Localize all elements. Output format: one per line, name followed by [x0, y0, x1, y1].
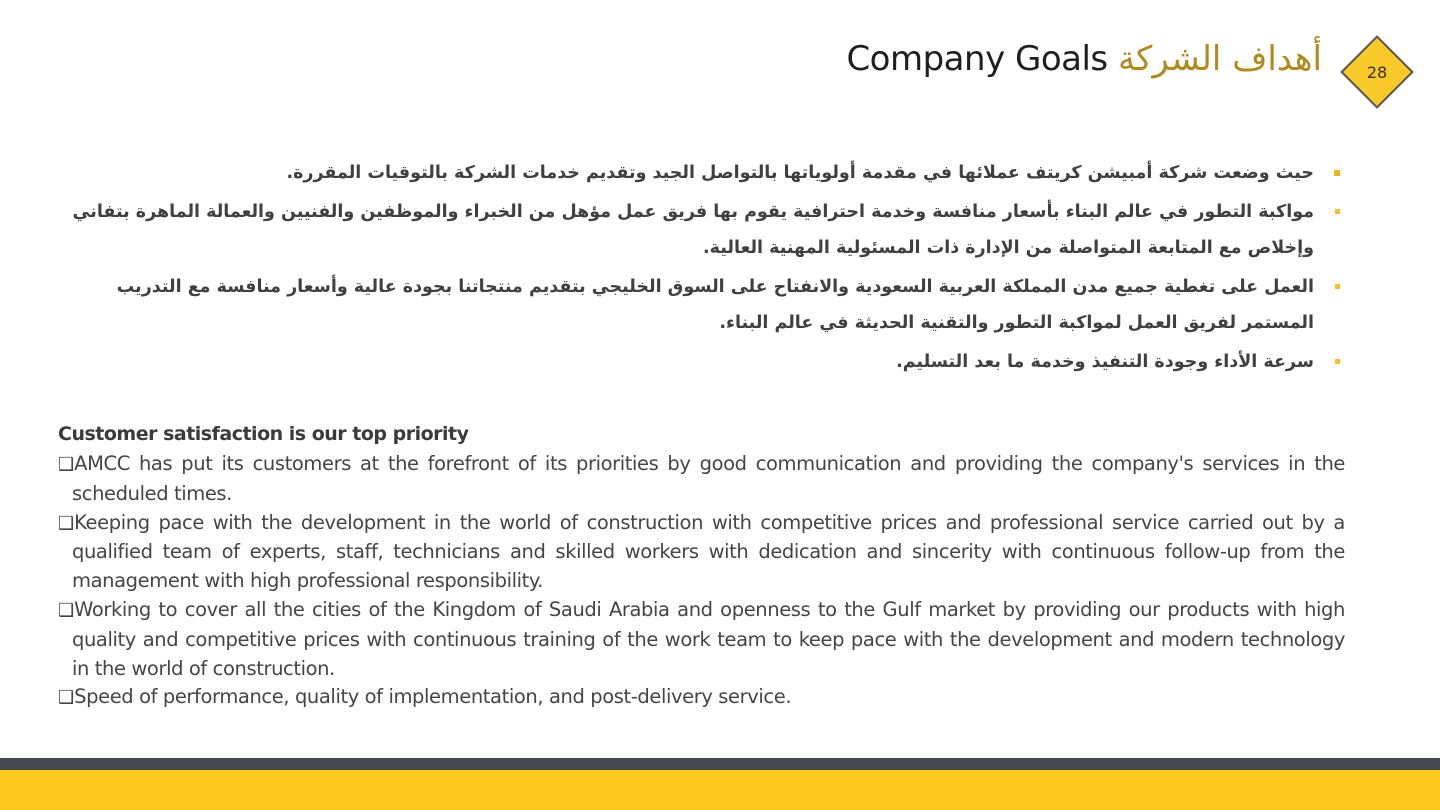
- english-section-heading: Customer satisfaction is our top priority: [58, 423, 469, 445]
- english-goal-text: Keeping pace with the development in the world of construction with competitive prices and professional service carried out by a qualified team of experts, staff, technicians and skilled workers with dedication and sincerity with continuous follow-up from the management with high professional responsibility.: [72, 510, 1345, 593]
- page-number: 28: [1366, 63, 1388, 82]
- checkbox-bullet-icon: ❑: [58, 599, 75, 621]
- footer-yellow-band: [0, 770, 1440, 810]
- footer-dark-band: [0, 758, 1440, 770]
- page-title-english: Company Goals: [846, 39, 1108, 79]
- arabic-goal-item: مواكبة التطور في عالم البناء بأسعار منافسة وخدمة احترافية يقوم بها فريق عمل مؤهل من الخبراء والموظفين والفنيين والعمالة الماهرة بتفاني وإخلاص مع المتابعة المتواصلة من الإدارة ذات المسئولية المهنية العالية.: [64, 194, 1314, 266]
- arabic-goals-list: [64, 155, 1314, 383]
- checkbox-bullet-icon: ❑: [58, 454, 75, 475]
- arabic-goal-item: العمل على تغطية جميع مدن المملكة العربية السعودية والانفتاح على السوق الخليجي بتقديم منتجاتنا بجودة عالية وأسعار منافسة مع التدريب المستمر لفريق العمل لمواكبة التطور والتقنية الحديثة في عالم البناء.: [64, 269, 1314, 341]
- english-goal-item: [58, 509, 1345, 596]
- english-goal-text: Working to cover all the cities of the Kingdom of Saudi Arabia and openness to the Gulf market by providing our products with high quality and competitive prices with continuous training of the work team to keep pace with the development and modern technology in the world of construction.: [72, 597, 1345, 680]
- checkbox-bullet-icon: ❑: [58, 687, 75, 709]
- english-goal-item: [58, 596, 1345, 683]
- page-title: [846, 36, 1322, 82]
- checkbox-bullet-icon: ❑: [58, 512, 75, 534]
- english-goal-text: Speed of performance, quality of implementation, and post-delivery service.: [74, 685, 792, 709]
- english-goals-list: [58, 450, 1345, 713]
- english-goal-item: [58, 683, 1345, 713]
- page-title-arabic: أهداف الشركة: [1117, 39, 1322, 79]
- arabic-goal-item: حيث وضعت شركة أمبيشن كريتف عملائها في مقدمة أولوياتها بالتواصل الجيد وتقديم خدمات الشركة بالتوقيات المقررة.: [64, 155, 1314, 191]
- arabic-goal-item: سرعة الأداء وجودة التنفيذ وخدمة ما بعد التسليم.: [64, 344, 1314, 380]
- english-goal-text: AMCC has put its customers at the forefront of its priorities by good communication and providing the company's services in the scheduled times.: [72, 452, 1345, 505]
- english-goal-item: [58, 450, 1345, 509]
